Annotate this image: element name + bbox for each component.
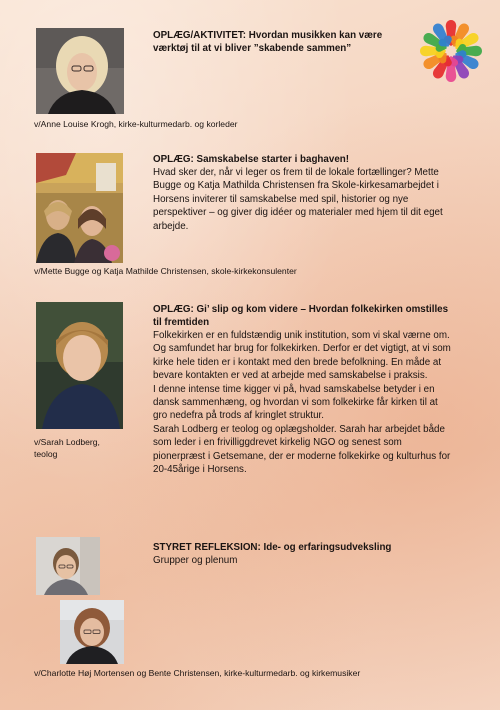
section3-caption-line1: v/Sarah Lodberg,: [34, 437, 100, 447]
section4-body: Grupper og plenum: [153, 555, 238, 566]
section2-caption: v/Mette Bugge og Katja Mathilde Christensen, skole-kirkekonsulenter: [34, 266, 297, 276]
photo-anne-louise-krogh: [36, 28, 124, 114]
section3-body: [153, 329, 453, 476]
section3-heading: OPLÆG: Gi’ slip og kom videre – Hvordan folkekirken omstilles til fremtiden: [153, 304, 449, 328]
hands-circle-logo: [416, 16, 486, 86]
section1-heading: OPLÆG/AKTIVITET: Hvordan musikken kan være værktøj til at vi bliver ”skabende sammen”: [153, 30, 383, 54]
photo-bente-christensen: [60, 600, 124, 664]
section3-paragraph: Sarah Lodberg er teolog og oplægsholder. Sarah har arbejdet både som leder i en frivilliggdrevet kirkelig NGO og senest som pionerpræst i Getsemane, der er moderne folkekirke og kulturhus for 20-45årige i Horsens.: [153, 423, 451, 476]
section2-body: Hvad sker der, når vi leger os frem til de lokale fortællinger? Mette Bugge og Katja Mathilda Christensen fra Skole-kirkesamarbejdet i Horsens inviterer til samskabelse med spil, historier og nye perspektiver – og giver dig idéer og materialer med hjem til dit eget arbejde.: [153, 167, 443, 232]
photo-mette-bugge-katja-christensen: [36, 153, 123, 263]
section3-paragraph: I denne intense time kigger vi på, hvad samskabelse betyder i en dansk sammenhæng, og hvordan vi som folkekirke får kirken til at gro nedefra på trods af kringlet struktur.: [153, 383, 438, 422]
section3-paragraph: Folkekirken er en fuldstændig unik institution, som vi skal værne om. Og samfundet har brug for folkekirken. Derfor er det vigtigt, at vi som kirke hele tiden er i kontakt med den brede befolkning. En måde at bevare kontakten er ved at arbejde med samskabelse i praksis.: [153, 330, 451, 382]
section3-caption-line2: teolog: [34, 449, 58, 459]
photo-charlotte-hoej-mortensen: [36, 537, 100, 595]
section4-heading: STYRET REFLEKSION: Ide- og erfaringsudveksling: [153, 542, 392, 553]
hands-circle-icon: [416, 16, 486, 86]
section2-heading: OPLÆG: Samskabelse starter i baghaven!: [153, 154, 350, 165]
section1-caption: v/Anne Louise Krogh, kirke-kulturmedarb. og korleder: [34, 119, 238, 129]
photo-sarah-lodberg: [36, 302, 123, 429]
section4-caption: v/Charlotte Høj Mortensen og Bente Christensen, kirke-kulturmedarb. og kirkemusiker: [34, 668, 361, 678]
